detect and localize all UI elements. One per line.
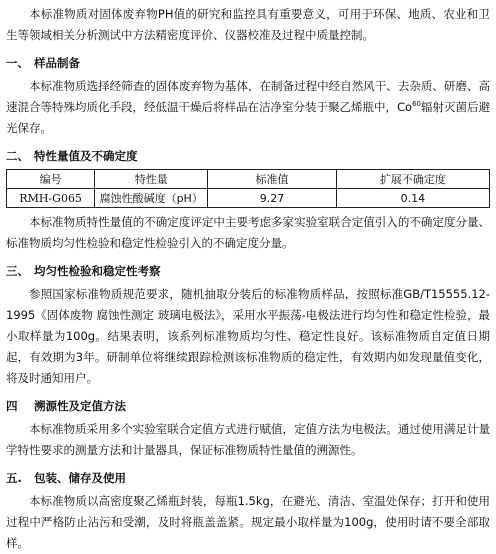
section-body-3: 参照国家标准物质规范要求，随机抽取分装后的标准物质样品，按照标准GB/T15555.12-1995《固体废物 腐蚀性测定 玻璃电极法》，采用水平振荡-电极法进行均匀性和稳定性检验，最小取样量为100g。结果表明，该系列标准物质均匀性、稳定性良好。该标准物质自定值日期起，有效期为3年。研制单位将继续跟踪检测该标准物质的稳定性，有效期内如发现量值变化，将及时通知用户。 xyxy=(6,287,490,385)
table-header-cell: 编号 xyxy=(7,170,95,189)
section-heading-5 xyxy=(6,468,490,488)
table-cell-id: RMH-G065 xyxy=(7,189,95,208)
section-number: 三、 xyxy=(6,264,29,278)
section-text: 辐射灭菌后避光保存。 xyxy=(6,100,491,135)
section-number: 五. xyxy=(6,471,22,485)
table-cell-property: 腐蚀性酸碱度（pH） xyxy=(95,189,208,208)
table-header-cell: 特性量 xyxy=(95,170,208,189)
section-title: 特性量值及不确定度 xyxy=(34,149,138,163)
table-row xyxy=(7,189,490,208)
section-heading-3 xyxy=(6,261,490,281)
table-header-row xyxy=(7,170,490,189)
section-title: 均匀性检验和稳定性考察 xyxy=(34,264,161,278)
section-body-5: 本标准物质以高密度聚乙烯瓶封装，每瓶1.5kg，在避光、清洁、室温处保存；打开和使用过程中严格防止沾污和受潮，及时将瓶盖盖紧。规定最小取样量为100g，使用时请不要全部取样。 xyxy=(6,494,490,550)
section-heading-1 xyxy=(6,53,490,73)
table-header-cell: 扩展不确定度 xyxy=(336,170,489,189)
section-number: 四 xyxy=(6,399,18,413)
table-cell-uncertainty: 0.14 xyxy=(336,189,489,208)
property-table xyxy=(6,169,490,208)
intro-paragraph: 本标准物质对固体废弃物PH值的研究和监控具有重要意义，可用于环保、地质、农业和卫生等领域相关分析测试中方法精密度评价、仪器校准及过程中质量控制。 xyxy=(6,7,490,42)
section-title: 包装、储存及使用 xyxy=(34,471,126,485)
section-number: 一、 xyxy=(6,56,29,70)
table-cell-value: 9.27 xyxy=(208,189,337,208)
superscript-isotope: 60 xyxy=(412,100,421,108)
table-header-cell: 标准值 xyxy=(208,170,337,189)
section-title: 样品制备 xyxy=(34,56,80,70)
section-heading-4 xyxy=(6,396,490,416)
section-heading-2 xyxy=(6,146,490,166)
section-body-4: 本标准物质采用多个实验室联合定值方式进行赋值，定值方法为电极法。通过使用满足计量学特性要求的测量方法和计量器具，保证标准物质特性量值的溯源性。 xyxy=(6,422,490,457)
section-body-2: 本标准物质特性量值的不确定度评定中主要考虑多家实验室联合定值引入的不确定度分量、标准物质均匀性检验和稳定性检验引入的不确定度分量。 xyxy=(6,215,490,250)
section-body-1 xyxy=(6,76,490,139)
section-number: 二、 xyxy=(6,149,29,163)
section-title: 溯源性及定值方法 xyxy=(34,399,126,413)
section-text: 本标准物质选择经筛查的固体废弃物为基体，在制备过程中经自然风干、去杂质、研磨、高速混合等特殊均质化手段，经低温干燥后将样品在洁净室分装于聚乙烯瓶中，Co xyxy=(6,79,490,114)
